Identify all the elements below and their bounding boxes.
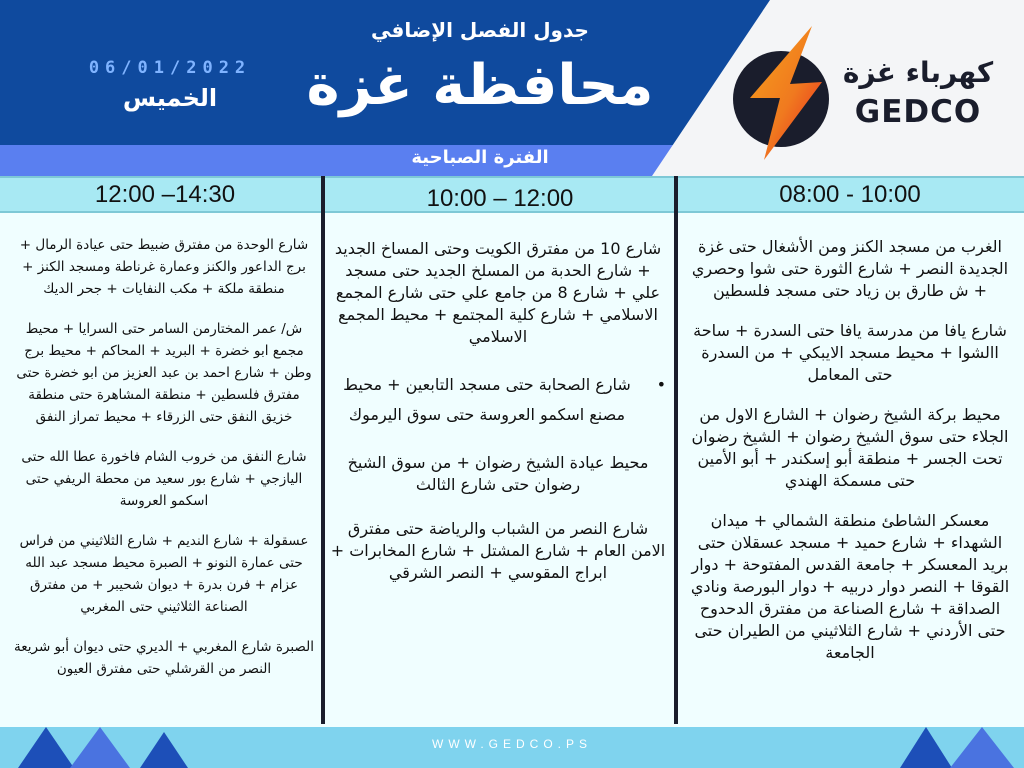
brand-name-arabic: كهرباء غزة (842, 56, 994, 89)
time-slots-row (0, 176, 1024, 213)
area-list-item: شارع النفق من خروب الشام فاخورة عطا الله حتى اليازجي + شارع بور سعيد من محطة الريفي حتى اسكمو العروسة (21, 449, 307, 509)
time-slot-2: 10:00 – 12:00 (426, 185, 574, 212)
column-divider (674, 176, 678, 724)
area-list-item: محيط عيادة الشيخ رضوان + من سوق الشيخ رضوان حتى شارع الثالث (347, 453, 649, 494)
area-list-item: ش/ عمر المختارمن السامر حتى السرايا + محيط مجمع ابو خضرة + البريد + المحاكم + محيط برج وطن + شارع احمد بن عبد العزيز من ابو خضرة حتى مفترق فلسطين + منطقة المشاهرة حتى منطقة خزيق النفق حتى الزرقاء + محيط تمراز النفق (16, 321, 312, 425)
area-list-item: شارع يافا من مدرسة يافا حتى السدرة + ساحة االشوا + محيط مسجد الايبكي + من السدرة حتى المعامل (693, 321, 1007, 384)
column-divider (321, 176, 325, 724)
schedule-day: الخميس (122, 84, 218, 112)
area-list-item: معسكر الشاطئ منطقة الشمالي + ميدان الشهداء + شارع حميد + مسجد عسقلان حتى بريد المعسكر + جامعة القدس المفتوحة + دوار القوقا + النصر دوار دربيه + دوار البورصة ونادي الصداقة + شارع الصناعة من مفترق الدحدوح حتى الأردني + شارع الثلاثيني من الطيران حتى الجامعة (690, 511, 1010, 662)
area-list-item: شارع الوحدة من مفترق ضبيط حتى عيادة الرمال + برج الداعور والكنز وعمارة غرناطة ومسجد الكنز + منطقة ملكة + مكب النفايات + جحر الديك (19, 237, 309, 297)
brand-name-english: GEDCO (854, 94, 982, 130)
period-label: الفترة الصباحية (411, 147, 549, 168)
column-08-10 (690, 236, 1010, 682)
column-10-12 (330, 238, 666, 606)
area-list-item: محيط بركة الشيخ رضوان + الشارع الاول من الجلاء حتى سوق الشيخ رضوان + الشيخ رضوان تحت الجسر + منطقة أبو إسكندر + أبو الأمين حتى مسمكة الهندي (691, 405, 1009, 490)
schedule-date: 06/01/2022 (88, 58, 252, 78)
column-12-1430 (12, 234, 316, 698)
area-list-item: • شارع الصحابة حتى مسجد التابعين + محيط مصنع اسكمو العروسة حتى سوق اليرموك (330, 370, 666, 430)
schedule-supertitle: جدول الفصل الإضافي (371, 18, 589, 42)
time-slot-1: 08:00 - 10:00 (779, 181, 921, 208)
footer-bar (0, 727, 1024, 768)
area-list-item: شارع النصر من الشباب والرياضة حتى مفترق الامن العام + شارع المشتل + شارع المخابرات + ابراج المقوسي + النصر الشرقي (330, 519, 666, 582)
area-list-item: شارع 10 من مفترق الكويت وحتى المساخ الجديد + شارع الحدبة من المسلخ الجديد حتى مسجد علي + شارع 8 من جامع علي حتى شارع المجمع الاسلامي + شارع كلية المجتمع + محيط المجمع الاسلامي (334, 239, 662, 346)
header-banner (0, 0, 1024, 176)
lightning-bolt-icon (742, 26, 826, 160)
area-list-item: عسقولة + شارع النديم + شارع الثلاثيني من فراس حتى عمارة النونو + الصبرة محيط مسجد عبد الله عزام + فرن بدرة + ديوان شحيبر + من مفترق الصناعة الثلاثيني حتى المغربي (19, 533, 309, 615)
area-list-item: الغرب من مسجد الكنز ومن الأشغال حتى غزة الجديدة النصر + شارع الثورة حتى شوا وحصري + ش طارق بن زياد حتى مسجد فلسطين (691, 237, 1009, 300)
page-title: محافظة غزة (306, 53, 654, 118)
website-url: WWW.GEDCO.PS (432, 737, 592, 751)
time-slot-3: 12:00 –14:30 (94, 181, 236, 208)
area-list-item: الصبرة شارع المغربي + الديري حتى ديوان أبو شريعة النصر من القرشلي حتى مفترق العيون (14, 639, 314, 677)
